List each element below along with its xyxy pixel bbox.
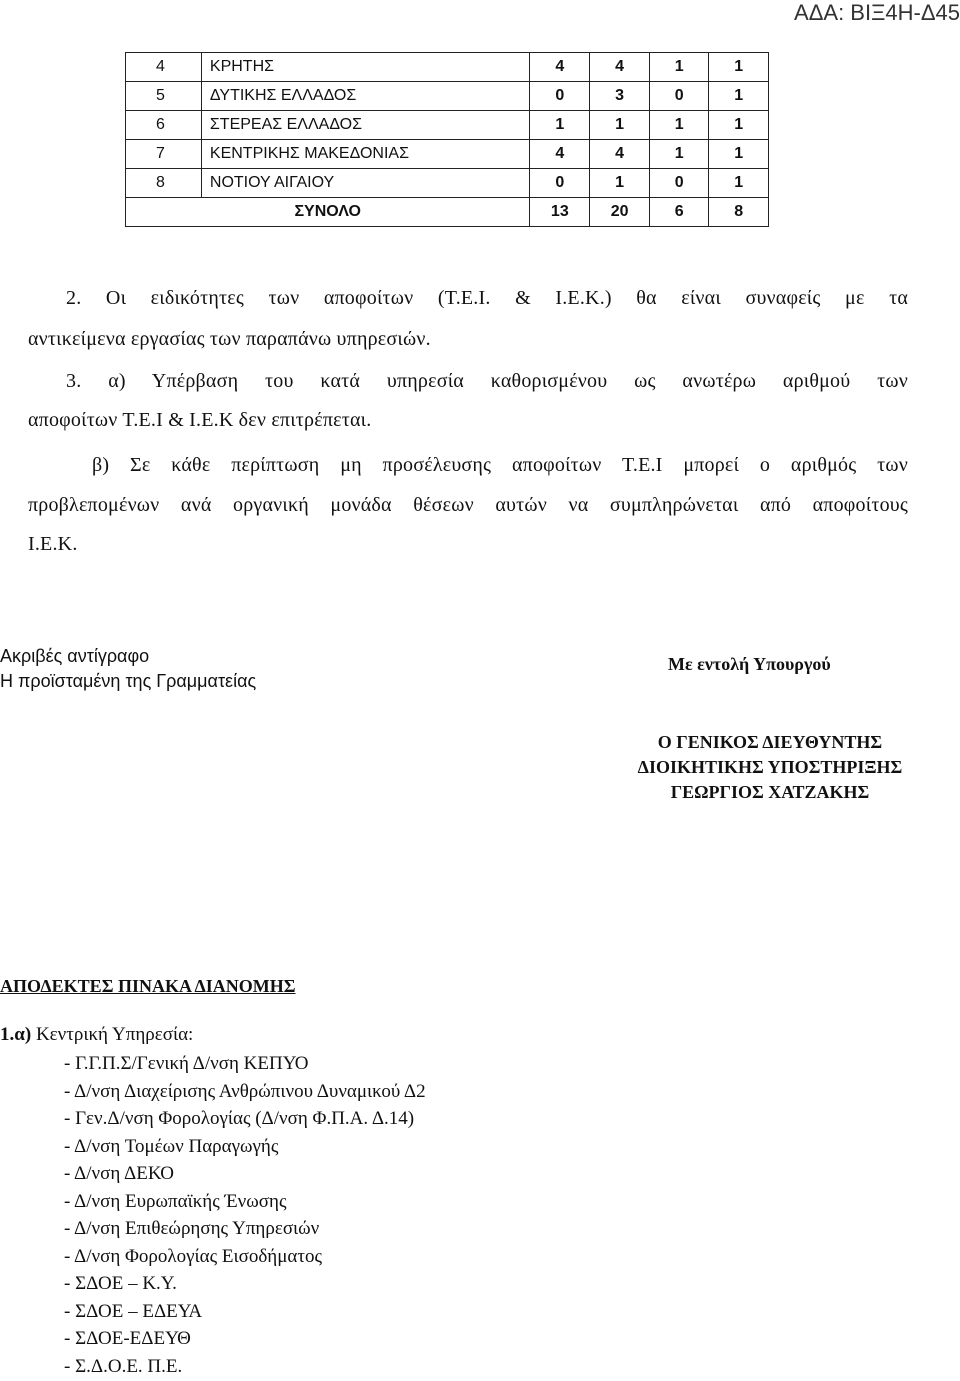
row-number: 4 bbox=[126, 53, 202, 82]
row-number: 6 bbox=[126, 111, 202, 140]
value-cell: 4 bbox=[530, 140, 590, 169]
paragraph-3b-line-3: Ι.Ε.Κ. bbox=[28, 533, 78, 555]
list-item: - Δ/νση ΔΕΚΟ bbox=[64, 1163, 174, 1184]
row-number: 8 bbox=[126, 169, 202, 198]
table-row bbox=[126, 169, 769, 198]
value-cell: 4 bbox=[590, 53, 650, 82]
value-cell: 0 bbox=[649, 82, 709, 111]
region-name: ΚΡΗΤΗΣ bbox=[201, 53, 530, 82]
value-cell: 1 bbox=[649, 111, 709, 140]
ada-code: ΑΔΑ: ΒΙΞ4Η-Δ45 bbox=[794, 0, 960, 25]
value-cell: 1 bbox=[590, 169, 650, 198]
list-item: - Δ/νση Ευρωπαϊκής Ένωσης bbox=[64, 1190, 287, 1212]
total-value: 20 bbox=[590, 198, 650, 227]
signatory-department: ΔΙΟΙΚΗΤΙΚΗΣ ΥΠΟΣΤΗΡΙΞΗΣ bbox=[637, 757, 903, 777]
minister-order-label: Με εντολή Υπουργού bbox=[668, 654, 831, 674]
list-item: - Δ/νση Επιθεώρησης Υπηρεσιών bbox=[64, 1218, 320, 1239]
paragraph-3b-line-1: β) Σε κάθε περίπτωση μη προσέλευσης αποφοίτων Τ.Ε.Ι μπορεί ο αριθμός των bbox=[92, 454, 908, 476]
region-name: ΝΟΤΙΟΥ ΑΙΓΑΙΟΥ bbox=[201, 169, 530, 198]
value-cell: 1 bbox=[709, 82, 769, 111]
list-item: - Δ/νση Φορολογίας Εισοδήματος bbox=[64, 1245, 323, 1267]
list-item: - ΣΔΟΕ – ΕΔΕΥΑ bbox=[64, 1300, 203, 1322]
value-cell: 0 bbox=[649, 169, 709, 198]
region-name: ΔΥΤΙΚΗΣ ΕΛΛΑΔΟΣ bbox=[201, 82, 530, 111]
value-cell: 1 bbox=[709, 53, 769, 82]
table-row bbox=[126, 82, 769, 111]
total-label: ΣΥΝΟΛΟ bbox=[126, 198, 530, 227]
value-cell: 1 bbox=[709, 140, 769, 169]
total-value: 6 bbox=[649, 198, 709, 227]
signatory-title: Ο ΓΕΝΙΚΟΣ ΔΙΕΥΘΥΝΤΗΣ bbox=[657, 732, 883, 752]
list-item: - ΣΔΟΕ – Κ.Υ. bbox=[64, 1273, 177, 1294]
certified-copy-block bbox=[0, 644, 256, 694]
region-name: ΚΕΝΤΡΙΚΗΣ ΜΑΚΕΔΟΝΙΑΣ bbox=[201, 140, 530, 169]
value-cell: 4 bbox=[590, 140, 650, 169]
total-value: 13 bbox=[530, 198, 590, 227]
region-name: ΣΤΕΡΕΑΣ ΕΛΛΑΔΟΣ bbox=[201, 111, 530, 140]
paragraph-3a-line-1: 3. α) Υπέρβαση του κατά υπηρεσία καθορισμένου ως ανωτέρω αριθμού των bbox=[66, 370, 908, 392]
total-value: 8 bbox=[709, 198, 769, 227]
value-cell: 1 bbox=[530, 111, 590, 140]
list-item: - Δ/νση Τομέων Παραγωγής bbox=[64, 1135, 279, 1157]
paragraph-2-line-1: 2. Οι ειδικότητες των αποφοίτων (Τ.Ε.Ι. & Ι.Ε.Κ.) θα είναι συναφείς με τα bbox=[66, 287, 908, 309]
paragraph-3b-line-2: προβλεπομένων ανά οργανική μονάδα θέσεων αυτών να συμπληρώνεται από αποφοίτους bbox=[28, 494, 908, 516]
signatory-name: ΓΕΩΡΓΙΟΣ ΧΑΤΖΑΚΗΣ bbox=[670, 782, 870, 802]
value-cell: 1 bbox=[649, 53, 709, 82]
list-item: - Γ.Γ.Π.Σ/Γενική Δ/νση ΚΕΠΥΟ bbox=[64, 1053, 309, 1074]
certified-copy-label: Ακριβές αντίγραφο bbox=[0, 646, 150, 666]
table-row bbox=[126, 111, 769, 140]
list-item: - ΣΔΟΕ-ΕΔΕΥΘ bbox=[64, 1328, 191, 1349]
row-number: 7 bbox=[126, 140, 202, 169]
table-row bbox=[126, 53, 769, 82]
list-item: - Δ/νση Διαχείρισης Ανθρώπινου Δυναμικού Δ2 bbox=[64, 1080, 426, 1102]
recipients-list bbox=[64, 1050, 426, 1380]
recipients-title: ΑΠΟΔΕΚΤΕΣ ΠΙΝΑΚΑ ΔΙΑΝΟΜΗΣ bbox=[0, 976, 296, 996]
paragraph-2-line-2: αντικείμενα εργασίας των παραπάνω υπηρεσιών. bbox=[28, 328, 431, 350]
paragraph-3a-line-2: αποφοίτων Τ.Ε.Ι & Ι.Ε.Κ δεν επιτρέπεται. bbox=[28, 409, 372, 431]
value-cell: 3 bbox=[590, 82, 650, 111]
value-cell: 0 bbox=[530, 169, 590, 198]
value-cell: 1 bbox=[709, 111, 769, 140]
list-item: - Σ.Δ.Ο.Ε. Π.Ε. bbox=[64, 1355, 183, 1377]
table-row bbox=[126, 140, 769, 169]
secretariat-head-label: Η προϊσταμένη της Γραμματείας bbox=[0, 671, 257, 691]
recipients-subheading bbox=[0, 1024, 193, 1046]
value-cell: 4 bbox=[530, 53, 590, 82]
value-cell: 1 bbox=[590, 111, 650, 140]
row-number: 5 bbox=[126, 82, 202, 111]
value-cell: 0 bbox=[530, 82, 590, 111]
recipients-sub-number: 1.α) bbox=[0, 1024, 32, 1045]
value-cell: 1 bbox=[649, 140, 709, 169]
recipients-sub-text: Κεντρική Υπηρεσία: bbox=[31, 1024, 194, 1045]
table-total-row bbox=[126, 198, 769, 227]
list-item: - Γεν.Δ/νση Φορολογίας (Δ/νση Φ.Π.Α. Δ.14) bbox=[64, 1108, 415, 1129]
allocation-table bbox=[125, 52, 769, 227]
value-cell: 1 bbox=[709, 169, 769, 198]
signatory-block bbox=[600, 730, 940, 805]
